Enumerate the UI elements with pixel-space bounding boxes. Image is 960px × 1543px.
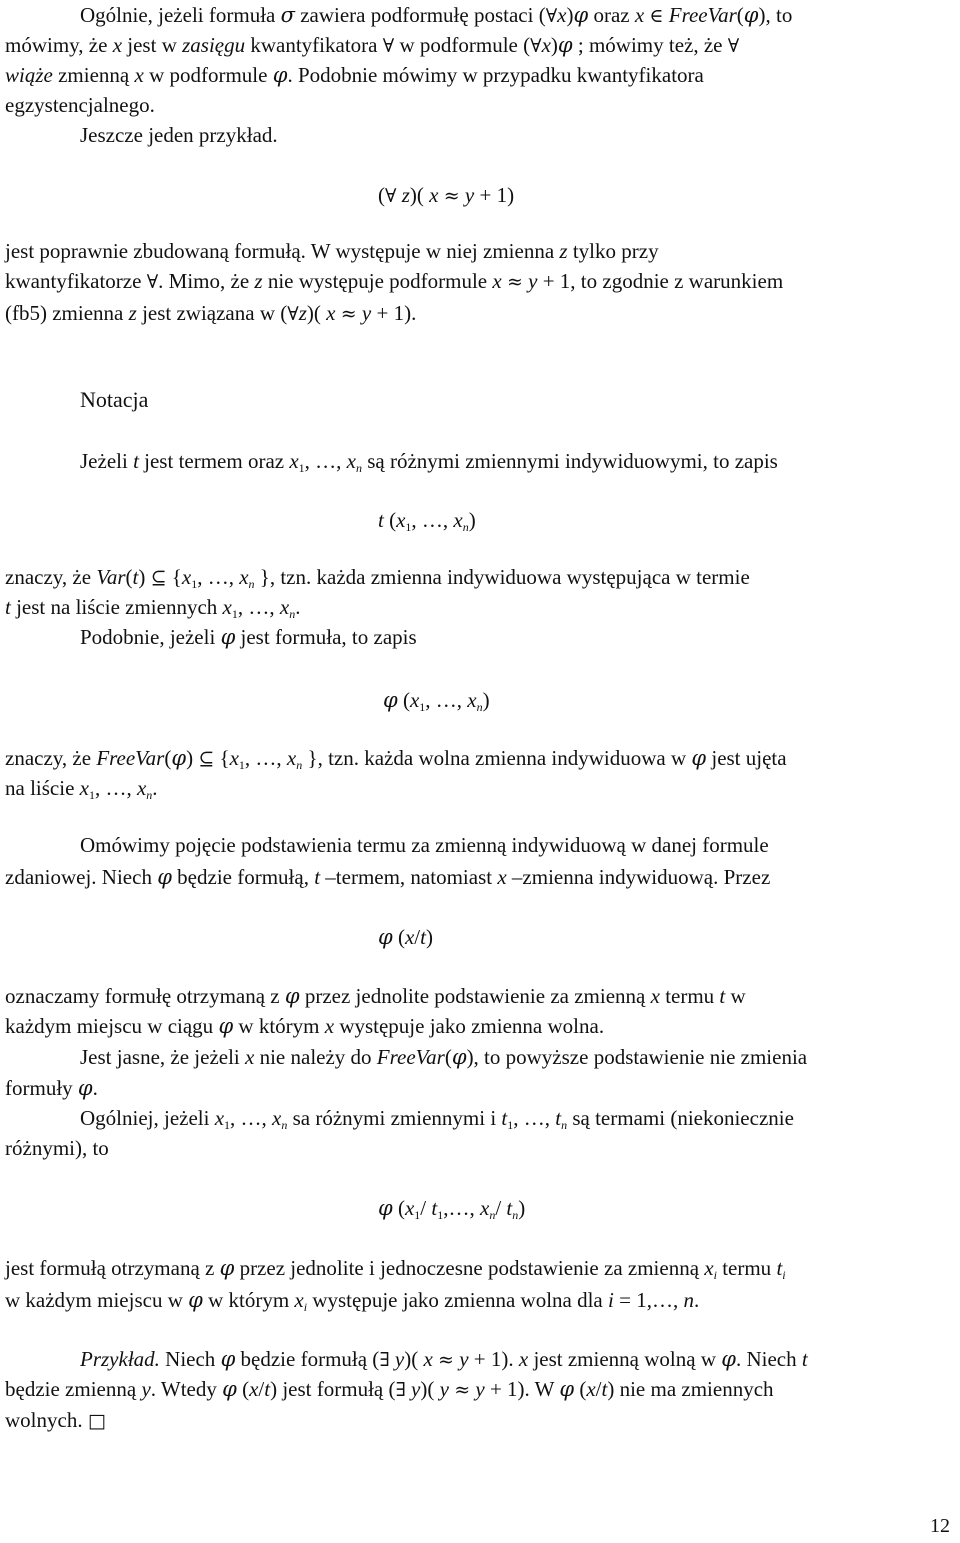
text-line: Jeszcze jeden przykład. [80, 123, 278, 147]
text-line: mówimy, że x jest w zasięgu kwantyfikatora ∀ w podformule (∀x)φ ; mówimy też, że ∀ [5, 33, 740, 57]
text-line: φ ($x_1/$ $t_1,\dots$, $x_n/$ $t_n$) [378, 1196, 526, 1222]
text-line: Jeżeli t jest termem oraz $x_1$, …, $x_n$ są różnymi zmiennymi indywiduowymi, to zapis [80, 449, 778, 475]
text-line: φ ($x_1$, …, $x_n$) [383, 688, 490, 714]
text-line: (fb5) zmienna z jest związana w (∀z)( x ≈ y + 1). [5, 301, 417, 325]
text-line: wolnych. □ [5, 1408, 106, 1432]
text-line: różnymi), to [5, 1136, 109, 1160]
text-line: znaczy, że Var(t) ⊆ {$x_1$, …, $x_n$ }, tzn. każda zmienna indywiduowa występująca w termie [5, 565, 750, 591]
text-line: oznaczamy formułę otrzymaną z φ przez jednolite podstawienie za zmienną x termu t w [5, 984, 746, 1008]
text-line: Jest jasne, że jeżeli x nie należy do FreeVar(φ), to powyższe podstawienie nie zmienia [80, 1045, 808, 1069]
text-line: znaczy, że FreeVar(φ) ⊆ {$x_1$, …, $x_n$ }, tzn. każda wolna zmienna indywiduowa w φ jest ujęta [5, 746, 787, 772]
section-heading: Notacja [80, 387, 149, 412]
text-line: formuły φ. [5, 1076, 98, 1100]
text-line: Omówimy pojęcie podstawienia termu za zmienną indywiduową w danej formule [80, 833, 769, 857]
text-line: wiąże zmienną x w podformule φ. Podobnie mówimy w przypadku kwantyfikatora [5, 63, 704, 87]
text-line: Podobnie, jeżeli φ jest formuła, to zapis [80, 625, 417, 649]
text-line: φ (x/t) [378, 925, 433, 949]
text-line: na liście $x_1$, …, $x_n$. [5, 776, 158, 802]
text-line: kwantyfikatorze ∀. Mimo, że z nie występuje podformule x ≈ y + 1, to zgodnie z warunkiem [5, 269, 784, 293]
text-line: zdaniowej. Niech φ będzie formułą, t –termem, natomiast x –zmienna indywiduową. Przez [5, 865, 771, 889]
text-line: jest formułą otrzymaną z φ przez jednolite i jednoczesne podstawienie za zmienną $x_i$ termu $t_i$ [5, 1256, 786, 1282]
text-line: będzie zmienną y. Wtedy φ (x/t) jest formułą (∃ y)( y ≈ y + 1). W φ (x/t) nie ma zmiennych [5, 1377, 774, 1401]
text-line: Ogólnie, jeżeli formuła σ zawiera podformułę postaci (∀x)φ oraz x ∈ FreeVar(φ), to [80, 3, 793, 27]
text-line: Ogólniej, jeżeli $x_1$, …, $x_n$ sa różnymi zmiennymi i $t_1$, …, $t_n$ są termami (niekoniecznie [80, 1106, 794, 1132]
text-line: (∀ z)( x ≈ y + 1) [378, 183, 515, 207]
text-line: w każdym miejscu w φ w którym $x_i$ występuje jako zmienna wolna dla i = 1,…, n. [5, 1288, 700, 1314]
text-line: egzystencjalnego. [5, 93, 155, 117]
text-line: t ($x_1$, …, $x_n$) [378, 508, 476, 534]
page-number: 12 [930, 1515, 950, 1537]
text-line: każdym miejscu w ciągu φ w którym x występuje jako zmienna wolna. [5, 1014, 605, 1038]
text-line: t jest na liście zmiennych $x_1$, …, $x_n$. [5, 595, 301, 621]
text-line: Przykład. Niech φ będzie formułą (∃ y)( x ≈ y + 1). x jest zmienną wolną w φ. Niech t [80, 1347, 808, 1371]
text-line: jest poprawnie zbudowaną formułą. W występuje w niej zmienna z tylko przy [5, 239, 659, 263]
